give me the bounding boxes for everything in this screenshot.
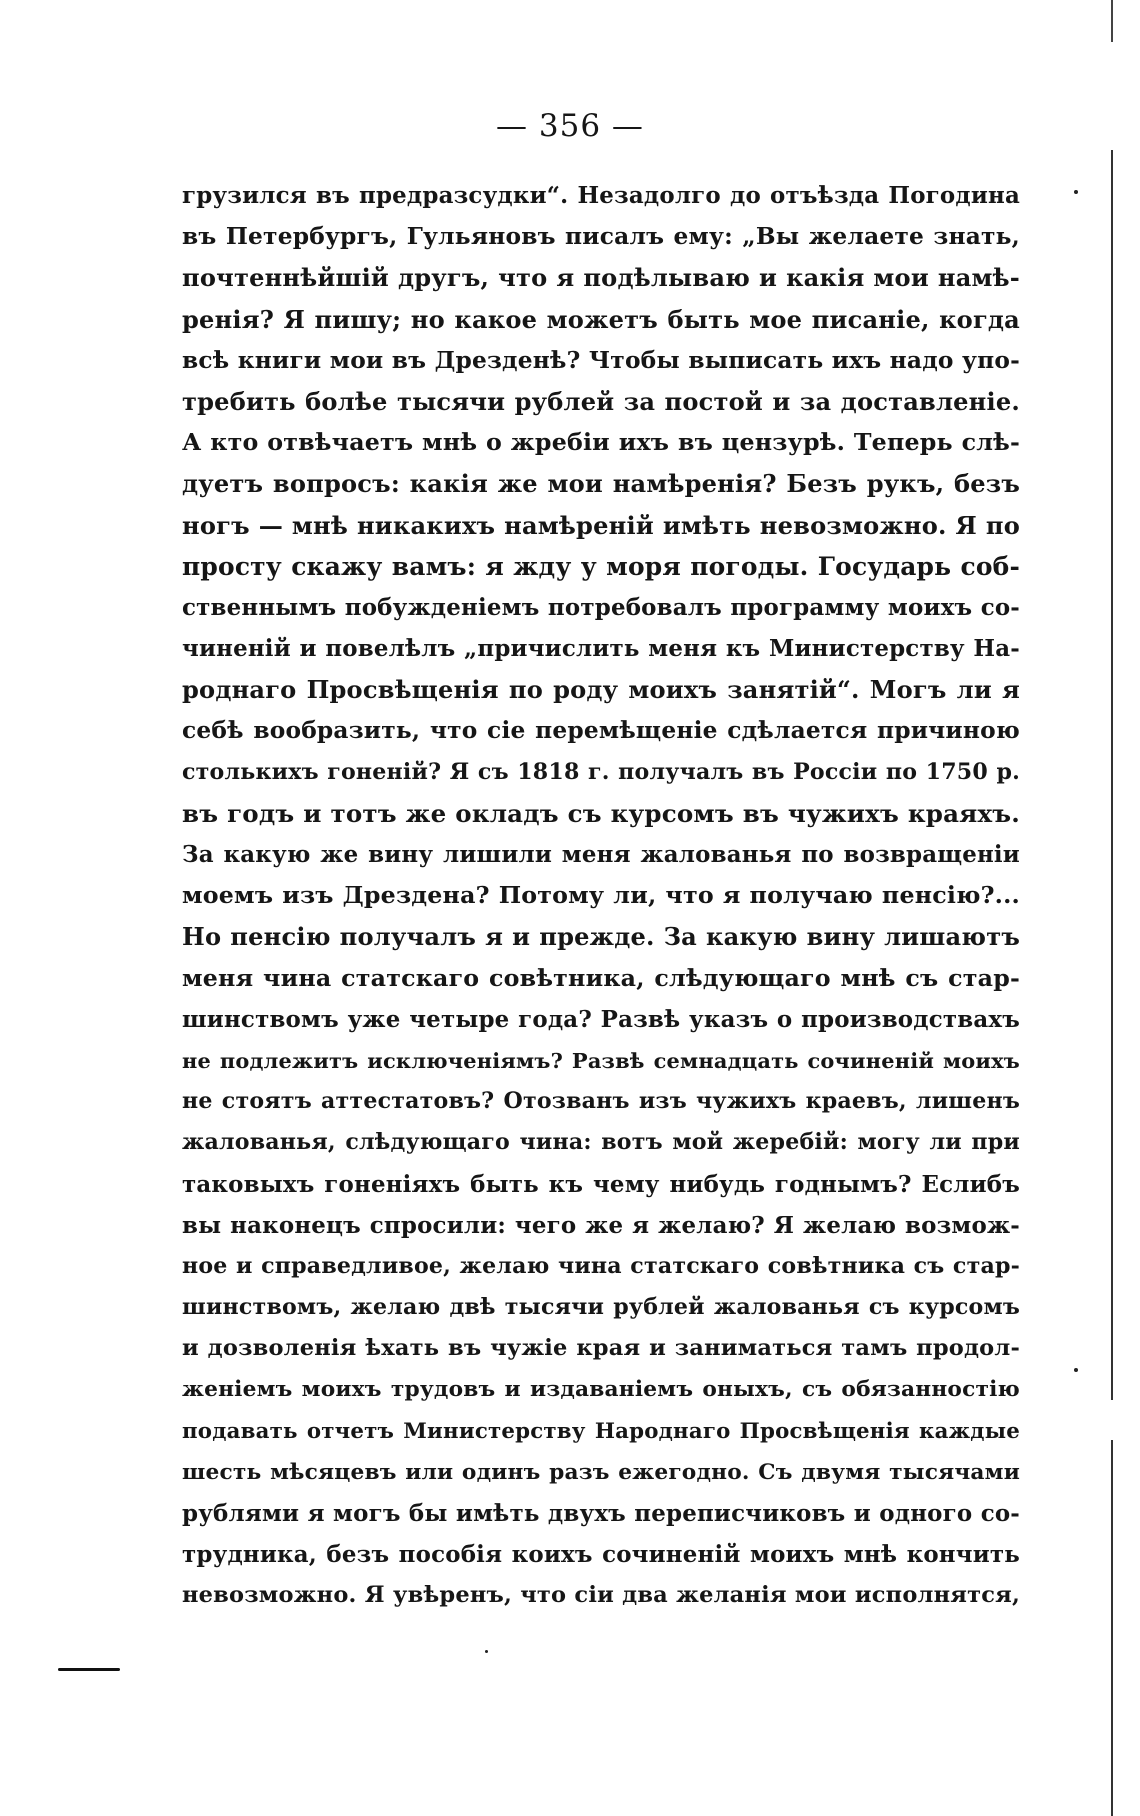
text-line: За какую же вину лишили меня жалованья по возвращеніи [182, 841, 1020, 868]
scan-speck [1074, 1368, 1078, 1372]
text-line: ственнымъ побужденіемъ потребовалъ программу моихъ со- [182, 593, 1020, 621]
text-line: невозможно. Я увѣренъ, что сіи два желанія мои исполнятся, [182, 1582, 1020, 1609]
text-line: грузился въ предразсудки“. Незадолго до отъѣзда Погодина [182, 182, 1020, 209]
scan-edge-line [1111, 1440, 1113, 1816]
text-line: себѣ вообразить, что сіе перемѣщеніе сдѣлается причиною [182, 717, 1020, 745]
text-line: А кто отвѣчаетъ мнѣ о жребіи ихъ въ цензурѣ. Теперь слѣ- [182, 428, 1020, 457]
text-line: роднаго Просвѣщенія по роду моихъ занятій“. Могъ ли я [182, 675, 1020, 705]
scan-edge-line [1111, 0, 1113, 42]
text-line: трудника, безъ пособія коихъ сочиненій моихъ мнѣ кончить [182, 1541, 1020, 1569]
text-line: требить болѣе тысячи рублей за постой и за доставленіе. [182, 386, 1020, 416]
text-line: просту скажу вамъ: я жду у моря погоды. Государь соб- [182, 551, 1020, 581]
text-line: подавать отчетъ Министерству Народнаго Просвѣщенія каждые [182, 1418, 1020, 1444]
text-line: почтеннѣйшій другъ, что я подѣлываю и какія мои намѣ- [182, 263, 1020, 293]
text-line: всѣ книги мои въ Дрезденѣ? Чтобы выписать ихъ надо упо- [182, 346, 1020, 374]
text-line: въ Петербургъ, Гульяновъ писалъ ему: „Вы желаете знать, [182, 223, 1020, 251]
text-line: моемъ изъ Дрездена? Потому ли, что я получаю пенсію?... [182, 881, 1020, 910]
text-line: чиненій и повелѣлъ „причислить меня къ Министерству На- [182, 635, 1020, 663]
text-line: не подлежитъ исключеніямъ? Развѣ семнадцать сочиненій моихъ [182, 1047, 1020, 1073]
text-line: меня чина статскаго совѣтника, слѣдующаго мнѣ съ стар- [182, 963, 1020, 992]
text-line: не стоятъ аттестатовъ? Отозванъ изъ чужихъ краевъ, лишенъ [182, 1088, 1020, 1115]
text-line: ное и справедливое, желаю чина статскаго совѣтника съ стар- [182, 1252, 1020, 1279]
text-line: въ годъ и тотъ же окладъ съ курсомъ въ чужихъ краяхъ. [182, 798, 1020, 828]
text-line: Но пенсію получалъ я и прежде. За какую вину лишаютъ [182, 922, 1020, 952]
text-line: и дозволенія ѣхать въ чужіе края и заниматься тамъ продол- [182, 1335, 1020, 1362]
text-line: жалованья, слѣдующаго чина: вотъ мой жеребій: могу ли при [182, 1129, 1020, 1156]
scan-speck [1074, 190, 1078, 194]
body-text [182, 175, 1020, 1617]
scan-edge-line [1111, 150, 1113, 1400]
text-line: таковыхъ гоненіяхъ быть къ чему нибудь годнымъ? Еслибъ [182, 1170, 1020, 1198]
text-line: вы наконецъ спросили: чего же я желаю? Я желаю возмож- [182, 1211, 1020, 1239]
text-line: ногъ — мнѣ никакихъ намѣреній имѣть невозможно. Я по [182, 510, 1020, 540]
text-line: дуетъ вопросъ: какія же мои намѣренія? Безъ рукъ, безъ [182, 469, 1020, 499]
scan-mark [58, 1668, 120, 1671]
text-line: женіемъ моихъ трудовъ и издаваніемъ оныхъ, съ обязанностію [182, 1377, 1020, 1403]
text-line: шинствомъ уже четыре года? Развѣ указъ о производствахъ [182, 1005, 1020, 1033]
text-line: шесть мѣсяцевъ или одинъ разъ ежегодно. Съ двумя тысячами [182, 1459, 1020, 1485]
page-number: — 356 — [496, 108, 644, 144]
text-line: рублями я могъ бы имѣть двухъ переписчиковъ и одного со- [182, 1500, 1020, 1527]
text-line: шинствомъ, желаю двѣ тысячи рублей жалованья съ курсомъ [182, 1294, 1020, 1321]
scan-speck [485, 1650, 488, 1653]
text-line: ренія? Я пишу; но какое можетъ быть мое писаніе, когда [182, 304, 1020, 334]
text-line: столькихъ гоненій? Я съ 1818 г. получалъ въ Россіи по 1750 р. [182, 758, 1020, 785]
